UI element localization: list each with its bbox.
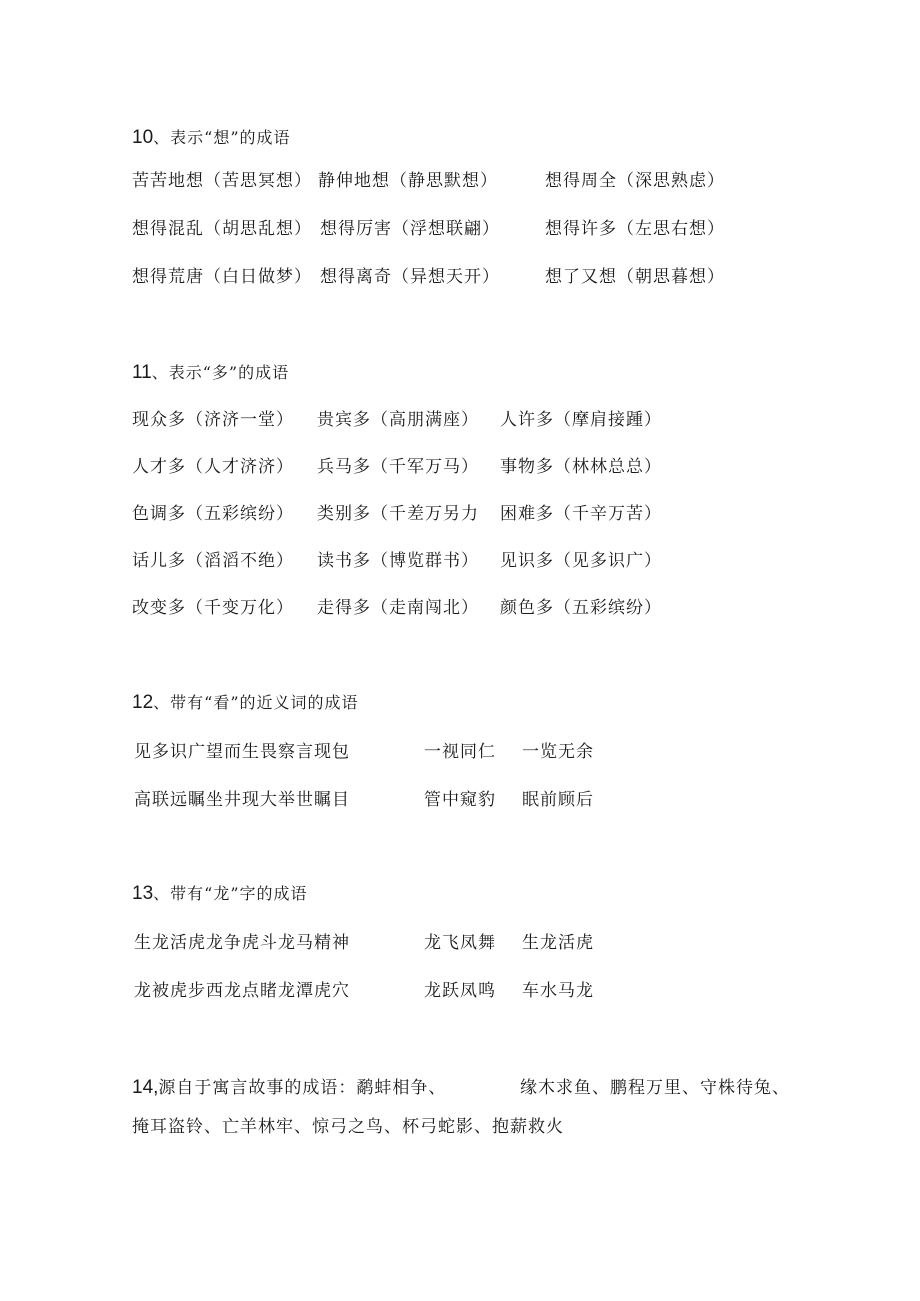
section-number: 12 [132, 692, 154, 713]
idiom-entry: 龙被虎步西龙点睹龙潭虎穴 [134, 981, 350, 1001]
section-number: 10 [132, 127, 154, 148]
idiom-entry: 想得离奇（异想天开） [320, 267, 500, 287]
idiom-entry: 色调多（五彩缤纷） [132, 504, 294, 524]
section-11-heading [132, 360, 289, 384]
section-title: 、表示“多”的成语 [151, 363, 290, 382]
idiom-entry: 想得许多（左思右想） [545, 219, 725, 239]
idiom-entry: 龙飞凤舞 [424, 933, 496, 953]
section-number: 14, [132, 1077, 159, 1098]
idiom-entry: 车水马龙 [522, 981, 594, 1001]
section-title: 、表示“想”的成语 [153, 128, 291, 147]
idiom-entry: 现众多（济济一堂） [132, 410, 294, 430]
idiom-list-line: 掩耳盗铃、亡羊林牢、惊弓之鸟、杯弓蛇影、抱薪救火 [132, 1117, 564, 1137]
idiom-entry: 想得混乱（胡思乱想） [132, 219, 312, 239]
idiom-entry: 龙跃凤鸣 [424, 981, 496, 1001]
section-12-heading [132, 690, 359, 714]
idiom-entry: 事物多（林林总总） [500, 457, 662, 477]
idiom-entry: 走得多（走南闯北） [317, 598, 479, 618]
idiom-entry: 生龙活虎龙争虎斗龙马精神 [134, 933, 350, 953]
section-title: 、带有“看”的近义词的成语 [153, 693, 359, 712]
idiom-entry: 眠前顾后 [522, 790, 594, 810]
idiom-entry: 类别多（千差万另力 [317, 504, 479, 524]
section-title: 源自于寓言故事的成语：鹬蚌相争、 [158, 1078, 447, 1098]
idiom-entry: 话儿多（滔滔不绝） [132, 551, 294, 571]
idiom-entry: 人许多（摩肩接踵） [500, 410, 662, 430]
idiom-entry: 一览无余 [522, 742, 594, 762]
section-number: 11 [132, 362, 152, 383]
idiom-entry: 见多识广望而生畏察言现包 [134, 742, 350, 762]
section-title: 、带有“龙”字的成语 [153, 884, 308, 903]
idiom-entry: 困难多（千辛万苦） [500, 504, 662, 524]
idiom-entry: 读书多（博览群书） [317, 551, 479, 571]
idiom-entry: 想得荒唐（白日做梦） [132, 267, 312, 287]
idiom-entry: 改变多（千变万化） [132, 598, 294, 618]
idiom-entry: 兵马多（千军万马） [317, 457, 479, 477]
idiom-entry: 管中窥豹 [424, 790, 496, 810]
idiom-entry: 一视同仁 [424, 742, 496, 762]
idiom-entry: 想了又想（朝思暮想） [545, 267, 725, 287]
idiom-entry: 颜色多（五彩缤纷） [500, 598, 662, 618]
idiom-entry: 高联远瞩坐井现大举世瞩目 [134, 790, 350, 810]
idiom-entry: 贵宾多（高朋满座） [317, 410, 479, 430]
idiom-entry: 静伸地想（静思默想） [318, 171, 498, 191]
idiom-list-continued: 缘木求鱼、鹏程万里、守株待兔、 [520, 1078, 790, 1098]
section-number: 13 [132, 883, 154, 904]
section-14-heading [132, 1073, 446, 1099]
idiom-entry: 生龙活虎 [522, 933, 594, 953]
idiom-entry: 想得周全（深思熟虑） [545, 171, 725, 191]
idiom-entry: 想得厉害（浮想联翩） [320, 219, 500, 239]
section-13-heading [132, 881, 308, 905]
idiom-entry: 见识多（见多识广） [500, 551, 662, 571]
idiom-entry: 人才多（人才济济） [132, 457, 294, 477]
section-10-heading [132, 125, 291, 149]
idiom-entry: 苦苦地想（苦思冥想） [132, 171, 312, 191]
